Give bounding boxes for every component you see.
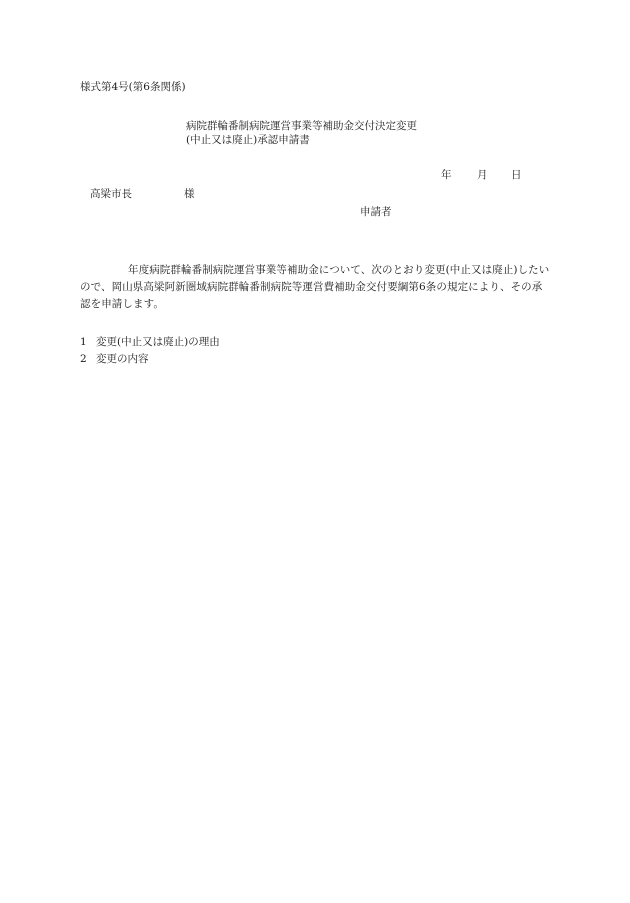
list-item-number: 2 xyxy=(80,353,87,365)
body-paragraph: 年度病院群輪番制病院運営事業等補助金について、次のとおり変更(中止又は廃止)したいので、岡山県高梁阿新圏域病院群輪番制病院等運営費補助金交付要綱第6条の規定により、その承認を申請します。 xyxy=(80,264,550,310)
list-item-number: 1 xyxy=(80,336,87,348)
date-month-label: 月 xyxy=(477,169,488,181)
applicant-label: 申請者 xyxy=(360,206,392,218)
list-item xyxy=(80,353,149,366)
document-title-line-2: (中止又は廃止)承認申請書 xyxy=(186,134,310,146)
date-day-label: 日 xyxy=(511,169,522,181)
addressee: 高梁市長 xyxy=(90,188,132,200)
date-year-label: 年 xyxy=(441,169,452,181)
list-item xyxy=(80,336,220,349)
list-item-text: 変更(中止又は廃止)の理由 xyxy=(96,336,220,348)
honorific: 様 xyxy=(184,188,195,200)
document-title-line-1: 病院群輪番制病院運営事業等補助金交付決定変更 xyxy=(186,120,417,132)
list-item-text: 変更の内容 xyxy=(96,353,149,365)
form-number: 様式第4号(第6条関係) xyxy=(80,81,186,93)
